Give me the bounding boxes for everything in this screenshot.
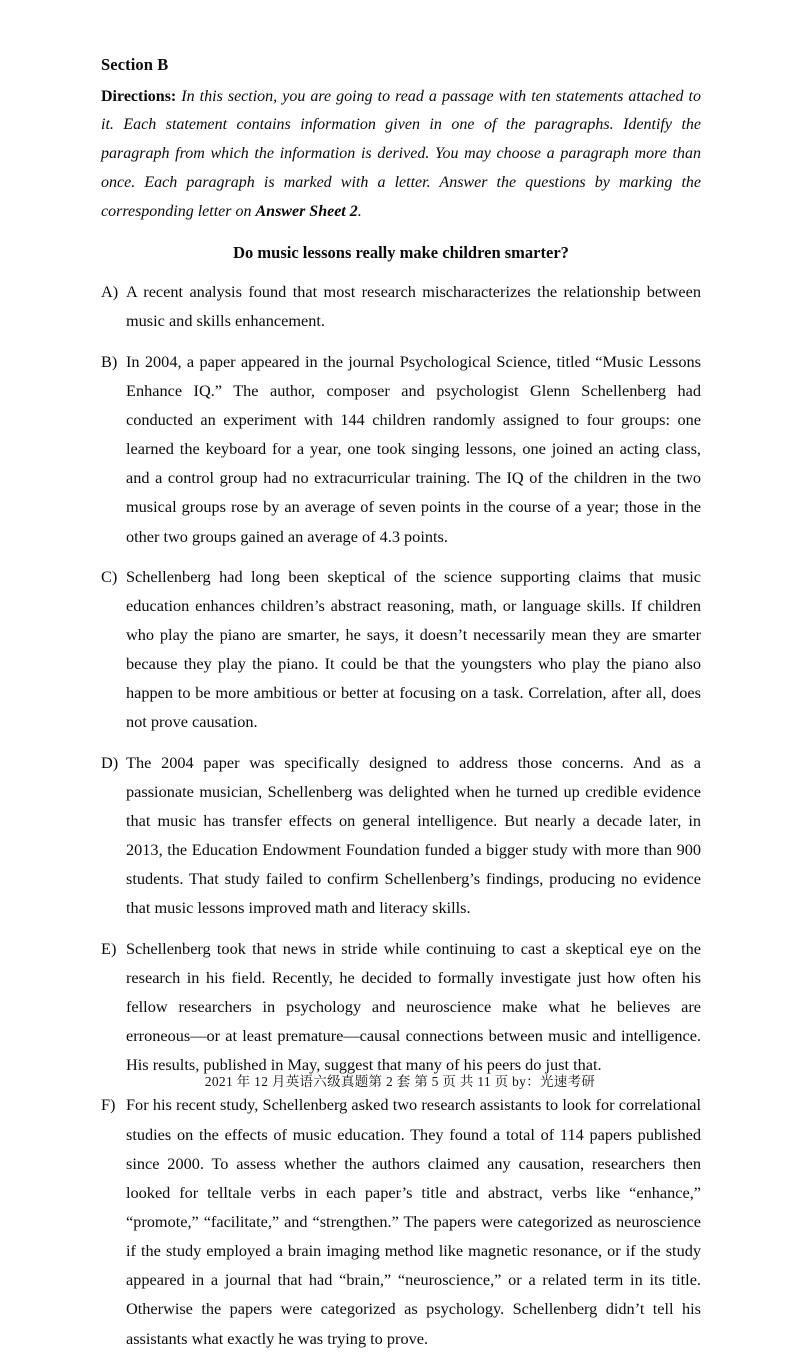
page-content — [101, 52, 701, 1364]
paragraph-text-e: Schellenberg took that news in stride while continuing to cast a skeptical eye on the research in his field. Recently, he decided to formally investigate just how often his fellow researchers in psychology and neuroscience make what he believes are erroneous—or at least premature—causal connections between music and intelligence. His results, published in May, suggest that many of his peers do just that. — [126, 938, 701, 1075]
paragraph-text-d: The 2004 paper was specifically designed to address those concerns. And as a passionate musician, Schellenberg was delighted when he turned up credible evidence that music has transfer effects on general intelligence. But nearly a decade later, in 2013, the Education Endowment Foundation funded a bigger study with more than 900 students. That study failed to confirm Schellenberg’s findings, producing no evidence that music lessons improved math and literacy skills. — [126, 752, 701, 918]
paragraph-label-e: E) — [101, 938, 117, 958]
directions-trailing-period: . — [357, 202, 362, 220]
paragraph-text-c: Schellenberg had long been skeptical of the science supporting claims that music education enhances children’s abstract reasoning, math, or language skills. If children who play the piano are smarter, he says, it doesn’t necessarily mean they are smarter because they play the piano. It could be that the youngsters who play the piano also happen to be more ambitious or better at focusing on a task. Correlation, after all, does not prove causation. — [126, 566, 701, 732]
paragraph-text-b: In 2004, a paper appeared in the journal Psychological Science, titled “Music Lessons Enhance IQ.” The author, composer and psychologist Glenn Schellenberg had conducted an experiment with 144 children randomly assigned to four groups: one learned the keyboard for a year, one took singing lessons, one joined an acting class, and a control group had no extracurricular training. The IQ of the children in the two musical groups rose by an average of seven points in the course of a year; those in the other two groups gained an average of 4.3 points. — [126, 351, 701, 546]
directions-label: Directions: — [101, 87, 177, 105]
passage-paragraph-d — [101, 748, 701, 923]
passage-paragraph-e — [101, 934, 701, 1080]
directions-block — [101, 83, 701, 227]
paragraph-label-f: F) — [101, 1095, 116, 1115]
section-heading: Section B — [101, 55, 169, 74]
passage-title: Do music lessons really make children smarter? — [233, 242, 569, 262]
paragraph-text-f: For his recent study, Schellenberg asked two research assistants to look for correlational studies on the effects of music education. They found a total of 114 papers published since 2000. To assess whether the authors claimed any causation, researchers then looked for telltale verbs in each paper’s title and abstract, verbs like “enhance,” “promote,” “facilitate,” and “strengthen.” The papers were categorized as neuroscience if the study employed a brain imaging method like magnetic resonance, or if the study appeared in a journal that had “brain,” “neuroscience,” or a related term in its title. Otherwise the papers were categorized as psychology. Schellenberg didn’t tell his assistants what exactly he was trying to prove. — [126, 1095, 701, 1348]
page-footer: 2021 年 12 月英语六级真题第 2 套 第 5 页 共 11 页 by：光速考研 — [204, 1074, 596, 1089]
passage-paragraph-a — [101, 277, 701, 335]
answer-sheet-reference: Answer Sheet 2 — [255, 202, 358, 220]
directions-instruction-text: In this section, you are going to read a passage with ten statements attached to it. Each statement contains information given in one of the paragraphs. Identify the paragraph from which the information is derived. You may choose a paragraph more than once. Each paragraph is marked with a letter. Answer the questions by marking the corresponding letter on — [101, 87, 701, 220]
passage-paragraph-b — [101, 347, 701, 551]
paragraph-text-a: A recent analysis found that most research mischaracterizes the relationship between music and skills enhancement. — [126, 282, 701, 331]
paragraph-label-c: C) — [101, 566, 118, 586]
passage-paragraph-f — [101, 1090, 701, 1352]
paragraph-label-b: B) — [101, 351, 118, 371]
passage-paragraph-c — [101, 562, 701, 737]
paragraph-label-d: D) — [101, 752, 119, 772]
paragraph-label-a: A) — [101, 282, 119, 302]
